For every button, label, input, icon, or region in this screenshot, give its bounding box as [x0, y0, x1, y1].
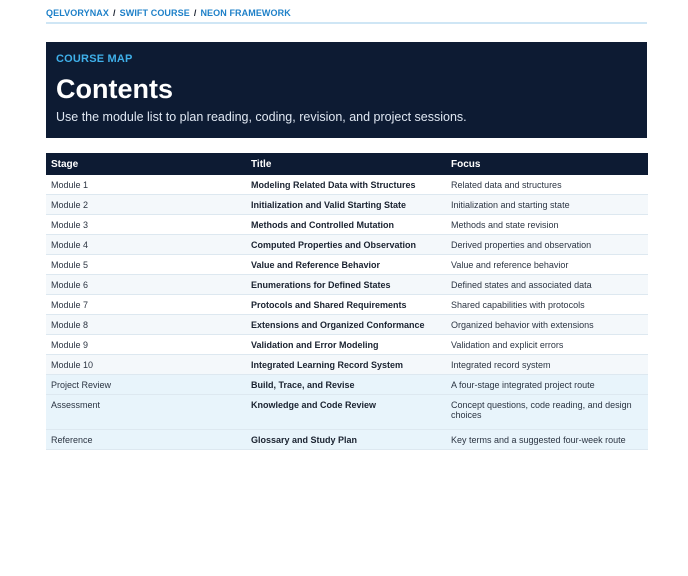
- focus-cell: Initialization and starting state: [446, 195, 648, 215]
- table-row: [46, 315, 648, 335]
- focus-cell: A four-stage integrated project route: [446, 375, 648, 395]
- table-row: [46, 235, 648, 255]
- stage-cell: Module 6: [46, 275, 246, 295]
- table-body: [46, 175, 648, 450]
- title-cell: Enumerations for Defined States: [246, 275, 446, 295]
- breadcrumb-separator: /: [193, 8, 197, 18]
- table-row: [46, 255, 648, 275]
- breadcrumb-item-framework[interactable]: NEON FRAMEWORK: [200, 8, 291, 18]
- title-cell: Initialization and Valid Starting State: [246, 195, 446, 215]
- page-subtitle: Use the module list to plan reading, coding, revision, and project sessions.: [56, 110, 467, 124]
- table-row: [46, 195, 648, 215]
- table-row: [46, 375, 648, 395]
- title-cell: Methods and Controlled Mutation: [246, 215, 446, 235]
- stage-cell: Reference: [46, 430, 246, 450]
- focus-cell: Validation and explicit errors: [446, 335, 648, 355]
- stage-cell: Module 5: [46, 255, 246, 275]
- stage-cell: Module 9: [46, 335, 246, 355]
- table-row: [46, 395, 648, 430]
- stage-cell: Module 3: [46, 215, 246, 235]
- title-cell: Knowledge and Code Review: [246, 395, 446, 430]
- breadcrumb-item-org[interactable]: QELVORYNAX: [46, 8, 110, 18]
- stage-cell: Project Review: [46, 375, 246, 395]
- focus-cell: Related data and structures: [446, 175, 648, 195]
- eyebrow-label: COURSE MAP: [56, 53, 133, 65]
- stage-cell: Module 4: [46, 235, 246, 255]
- table-row: [46, 215, 648, 235]
- focus-cell: Methods and state revision: [446, 215, 648, 235]
- table-row: [46, 295, 648, 315]
- hero-banner: [46, 42, 647, 138]
- focus-cell: Shared capabilities with protocols: [446, 295, 648, 315]
- title-cell: Integrated Learning Record System: [246, 355, 446, 375]
- table-header: [46, 153, 648, 175]
- focus-cell: Key terms and a suggested four-week route: [446, 430, 648, 450]
- title-cell: Extensions and Organized Conformance: [246, 315, 446, 335]
- column-header-stage: Stage: [46, 153, 246, 175]
- title-cell: Modeling Related Data with Structures: [246, 175, 446, 195]
- table-row: [46, 355, 648, 375]
- table-row: [46, 275, 648, 295]
- stage-cell: Module 8: [46, 315, 246, 335]
- title-cell: Build, Trace, and Revise: [246, 375, 446, 395]
- column-header-focus: Focus: [446, 153, 648, 175]
- contents-table: [46, 153, 648, 450]
- title-cell: Value and Reference Behavior: [246, 255, 446, 275]
- stage-cell: Module 1: [46, 175, 246, 195]
- focus-cell: Value and reference behavior: [446, 255, 648, 275]
- stage-cell: Module 10: [46, 355, 246, 375]
- stage-cell: Module 7: [46, 295, 246, 315]
- breadcrumb-separator: /: [113, 8, 116, 18]
- table-row: [46, 430, 648, 450]
- breadcrumb-item-course[interactable]: SWIFT COURSE: [119, 8, 190, 18]
- stage-cell: Assessment: [46, 395, 246, 430]
- focus-cell: Organized behavior with extensions: [446, 315, 648, 335]
- title-cell: Protocols and Shared Requirements: [246, 295, 446, 315]
- breadcrumb: [46, 8, 647, 24]
- page-title: Contents: [56, 74, 173, 104]
- title-cell: Glossary and Study Plan: [246, 430, 446, 450]
- focus-cell: Concept questions, code reading, and design choices: [446, 395, 648, 430]
- stage-cell: Module 2: [46, 195, 246, 215]
- title-cell: Validation and Error Modeling: [246, 335, 446, 355]
- focus-cell: Integrated record system: [446, 355, 648, 375]
- title-cell: Computed Properties and Observation: [246, 235, 446, 255]
- table-row: [46, 175, 648, 195]
- table-row: [46, 335, 648, 355]
- column-header-title: Title: [246, 153, 446, 175]
- focus-cell: Derived properties and observation: [446, 235, 648, 255]
- focus-cell: Defined states and associated data: [446, 275, 648, 295]
